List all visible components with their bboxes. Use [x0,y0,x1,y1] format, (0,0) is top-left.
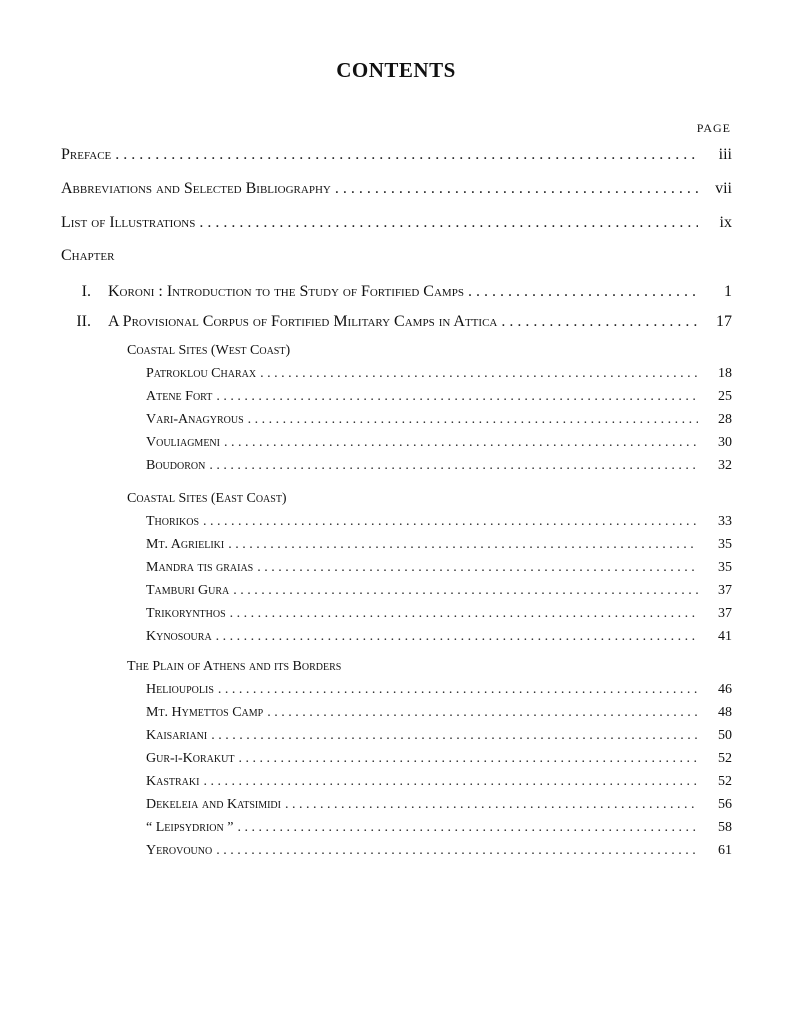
toc-entry-page: 37 [718,583,732,598]
toc-entry-label: Thorikos [146,514,199,529]
dot-leader [228,537,698,553]
toc-entry-page: 41 [718,629,732,644]
toc-entry-label: Tamburi Gura [146,583,230,598]
dot-leader [218,682,698,698]
chapter-title: A Provisional Corpus of Fortified Military Camps in Attica [108,313,498,330]
dot-leader [211,728,698,744]
dot-leader [209,458,698,474]
toc-entry-label: Preface [61,146,112,163]
toc-entry-label: Mandra tis graias [146,560,254,575]
toc-entry [146,820,732,836]
toc-entry-label: Helioupolis [146,682,214,697]
toc-entry-label: List of Illustrations [61,214,196,231]
chapter-page: 17 [716,313,732,330]
toc-entry-page: iii [718,146,732,163]
toc-entry-page: vii [715,180,732,197]
dot-leader [224,435,698,451]
toc-entry-label: Kaisariani [146,728,208,743]
toc-entry [146,682,732,698]
toc-entry-label: Vouliagmeni [146,435,220,450]
chapter-number: II. [76,313,91,330]
dot-leader [216,843,698,859]
dot-leader [203,514,698,530]
toc-entry [146,705,732,721]
dot-leader [199,214,698,232]
toc-entry-page: 37 [718,606,732,621]
toc-entry-label: Vari-Anagyrous [146,412,244,427]
toc-entry-label: Yerovouno [146,843,213,858]
toc-entry-page: 35 [718,537,732,552]
dot-leader [115,146,698,164]
chapter-title: Koroni : Introduction to the Study of Fortified Camps [108,283,464,300]
toc-entry-label: Kastraki [146,774,200,789]
chapter-page: 1 [724,283,732,300]
dot-leader [230,606,698,622]
dot-leader [468,283,698,301]
toc-entry-label: Boudoron [146,458,206,473]
section-heading-east-coast: Coastal Sites (East Coast) [127,491,287,506]
page-column-header: PAGE [696,121,731,135]
toc-entry [146,774,732,790]
toc-entry-label: Mt. Hymettos Camp [146,705,264,720]
toc-entry-label: Kynosoura [146,629,212,644]
toc-entry-label: “ Leipsydrion ” [146,820,234,835]
toc-entry-page: 56 [718,797,732,812]
toc-entry-page: 33 [718,514,732,529]
toc-entry [146,514,732,530]
dot-leader [203,774,698,790]
toc-entry-page: 28 [718,412,732,427]
dot-leader [216,389,698,405]
toc-entry-page: 61 [718,843,732,858]
toc-entry-page: 18 [718,366,732,381]
toc-entry [146,560,732,576]
toc-entry-label: Patroklou Charax [146,366,257,381]
toc-entry-page: 35 [718,560,732,575]
toc-entry-label: Trikorynthos [146,606,226,621]
section-heading-west-coast: Coastal Sites (West Coast) [127,343,291,358]
toc-entry-page: 32 [718,458,732,473]
toc-entry-page: 48 [718,705,732,720]
toc-entry [146,458,732,474]
dot-leader [216,629,698,645]
toc-title: CONTENTS [336,58,456,82]
toc-entry [146,366,732,382]
toc-entry [146,751,732,767]
chapter-number: I. [81,283,91,300]
toc-entry [146,389,732,405]
toc-entry-page: 46 [718,682,732,697]
dot-leader [233,583,698,599]
toc-entry [146,412,732,428]
toc-entry [146,537,732,553]
dot-leader [335,180,698,198]
toc-entry [146,583,732,599]
toc-entry-label: Abbreviations and Selected Bibliography [61,180,331,197]
toc-entry [146,843,732,859]
toc-entry [146,606,732,622]
toc-chapter-1 [61,283,732,301]
toc-entry [146,435,732,451]
toc-entry-illustrations [61,214,732,232]
dot-leader [237,820,698,836]
toc-entry-page: 58 [718,820,732,835]
toc-entry-label: Mt. Agrieliki [146,537,225,552]
dot-leader [248,412,698,428]
dot-leader [260,366,698,382]
section-heading-plain-of-athens: The Plain of Athens and its Borders [127,659,342,674]
dot-leader [501,313,698,331]
toc-entry [146,629,732,645]
toc-chapter-2 [61,313,732,331]
toc-entry-label: Gur-i-Korakut [146,751,235,766]
toc-entry-page: 50 [718,728,732,743]
toc-entry-page: 52 [718,774,732,789]
toc-entry [146,728,732,744]
dot-leader [267,705,698,721]
toc-entry-label: Atene Fort [146,389,213,404]
toc-entry-page: 25 [718,389,732,404]
dot-leader [285,797,698,813]
toc-entry-label: Dekeleia and Katsimidi [146,797,281,812]
toc-entry-page: 30 [718,435,732,450]
toc-entry-preface [61,146,732,164]
toc-entry-abbreviations [61,180,732,198]
chapter-heading: Chapter [61,247,115,264]
toc-entry-page: 52 [718,751,732,766]
toc-entry [146,797,732,813]
dot-leader [257,560,698,576]
toc-entry-page: ix [719,214,732,231]
dot-leader [238,751,698,767]
